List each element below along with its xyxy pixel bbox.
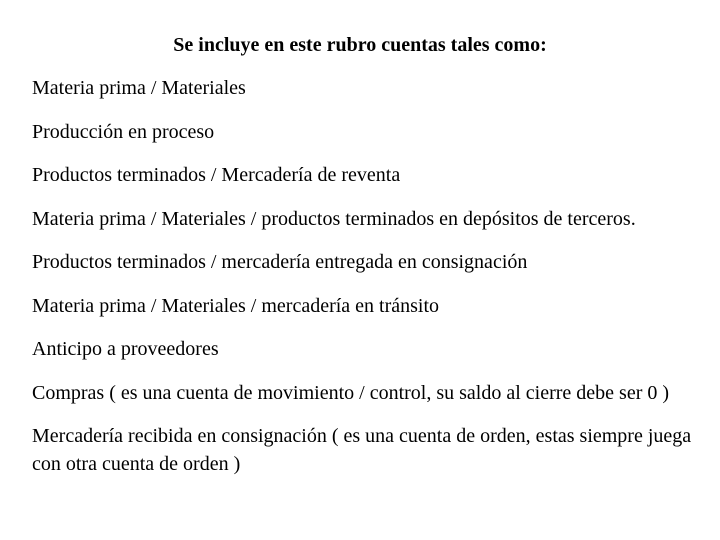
list-item: Mercadería recibida en consignación ( es una cuenta de orden, estas siempre juega con otra cuenta de orden ) [32, 425, 692, 475]
list-item: Producción en proceso [32, 120, 215, 143]
account-list [32, 74, 692, 494]
list-item: Productos terminados / Mercadería de reventa [32, 164, 401, 186]
list-item: Anticipo a proveedores [32, 338, 219, 360]
list-item: Materia prima / Materiales [32, 77, 246, 99]
list-item: Materia prima / Materiales / mercadería en tránsito [32, 294, 440, 317]
list-item: Materia prima / Materiales / productos terminados en depósitos de terceros. [32, 207, 636, 230]
slide-heading: Se incluye en este rubro cuentas tales como: [173, 34, 547, 56]
list-item: Productos terminados / mercadería entregada en consignación [32, 251, 528, 273]
list-item: Compras ( es una cuenta de movimiento / control, su saldo al cierre debe ser 0 ) [32, 381, 670, 404]
